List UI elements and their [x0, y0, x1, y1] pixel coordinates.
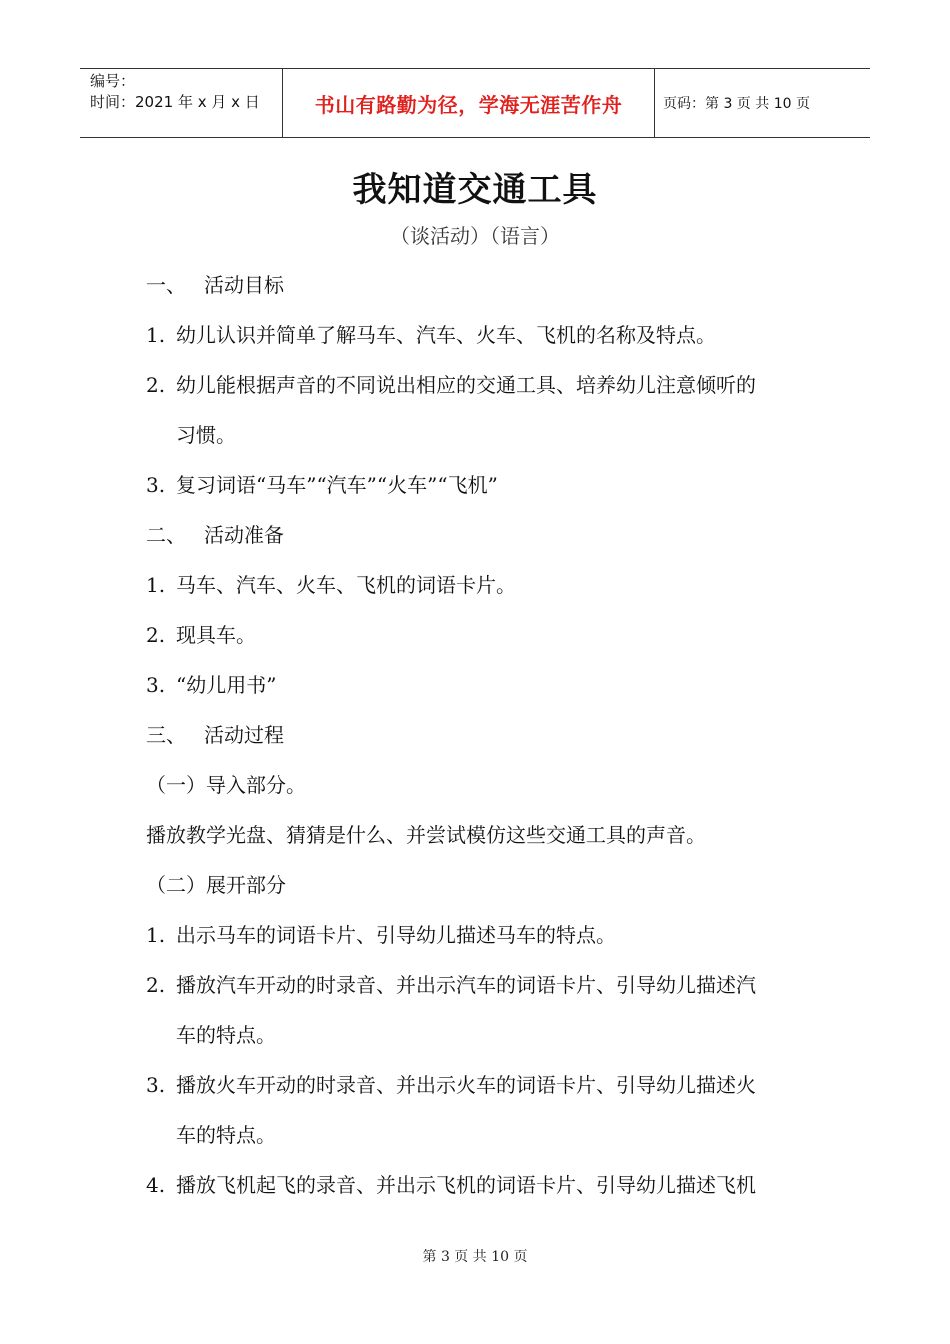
document-subtitle: （谈活动）（语言）	[390, 224, 560, 248]
paragraph-line	[146, 1064, 846, 1114]
line-number: 1.	[146, 923, 166, 947]
paragraph-line	[146, 914, 846, 964]
line-text: 活动目标	[204, 273, 284, 297]
header-motto: 书山有路勤为径，学海无涯苦作舟	[282, 69, 655, 137]
header-info	[80, 69, 282, 137]
paragraph-line	[146, 614, 846, 664]
paragraph-line	[146, 964, 846, 1014]
line-text: 习惯。	[176, 423, 236, 447]
line-text: 播放飞机起飞的录音、并出示飞机的词语卡片、引导幼儿描述飞机	[176, 1173, 756, 1197]
paragraph-line	[146, 414, 846, 464]
document-header	[80, 68, 870, 138]
line-text: 出示马车的词语卡片、引导幼儿描述马车的特点。	[176, 923, 616, 947]
line-number: 二、	[146, 523, 186, 547]
line-text: 车的特点。	[176, 1123, 276, 1147]
paragraph-line	[146, 364, 846, 414]
line-text: “幼儿用书”	[176, 673, 277, 697]
section-heading	[146, 264, 846, 314]
paragraph-line	[146, 464, 846, 514]
line-number: 三、	[146, 723, 186, 747]
line-number: 2.	[146, 973, 166, 997]
line-number: 4.	[146, 1173, 166, 1197]
line-text: （一）导入部分。	[146, 773, 306, 797]
paragraph-line	[146, 814, 846, 864]
line-number: 3.	[146, 1073, 166, 1097]
line-number: 一、	[146, 273, 186, 297]
line-text: 播放汽车开动的时录音、并出示汽车的词语卡片、引导幼儿描述汽	[176, 973, 756, 997]
paragraph-line	[146, 764, 846, 814]
line-text: 幼儿能根据声音的不同说出相应的交通工具、培养幼儿注意倾听的	[176, 373, 756, 397]
time-label: 时间：2021 年 x 月 x 日	[90, 93, 260, 111]
document-title: 我知道交通工具	[352, 170, 598, 210]
line-text: 播放教学光盘、猜猜是什么、并尝试模仿这些交通工具的声音。	[146, 823, 706, 847]
paragraph-line	[146, 1114, 846, 1164]
line-number: 3.	[146, 673, 166, 697]
section-heading	[146, 514, 846, 564]
line-text: 复习词语“马车”“汽车”“火车”“飞机”	[176, 473, 498, 497]
line-number: 1.	[146, 323, 166, 347]
line-text: 活动过程	[204, 723, 284, 747]
line-text: 播放火车开动的时录音、并出示火车的词语卡片、引导幼儿描述火	[176, 1073, 756, 1097]
line-text: （二）展开部分	[146, 873, 286, 897]
line-number: 3.	[146, 473, 166, 497]
line-text: 马车、汽车、火车、飞机的词语卡片。	[176, 573, 516, 597]
paragraph-line	[146, 314, 846, 364]
page-footer: 第 3 页 共 10 页	[422, 1249, 528, 1265]
line-number: 2.	[146, 373, 166, 397]
line-text: 幼儿认识并简单了解马车、汽车、火车、飞机的名称及特点。	[176, 323, 716, 347]
line-number: 1.	[146, 573, 166, 597]
paragraph-line	[146, 1014, 846, 1064]
paragraph-line	[146, 864, 846, 914]
section-heading	[146, 714, 846, 764]
paragraph-line	[146, 1164, 846, 1214]
line-number: 2.	[146, 623, 166, 647]
line-text: 车的特点。	[176, 1023, 276, 1047]
header-page-label: 页码：第 3 页 共 10 页	[663, 96, 810, 112]
number-label: 编号：	[90, 72, 136, 90]
paragraph-line	[146, 564, 846, 614]
line-text: 现具车。	[176, 623, 256, 647]
document-body	[146, 264, 846, 1214]
line-text: 活动准备	[204, 523, 284, 547]
paragraph-line	[146, 664, 846, 714]
